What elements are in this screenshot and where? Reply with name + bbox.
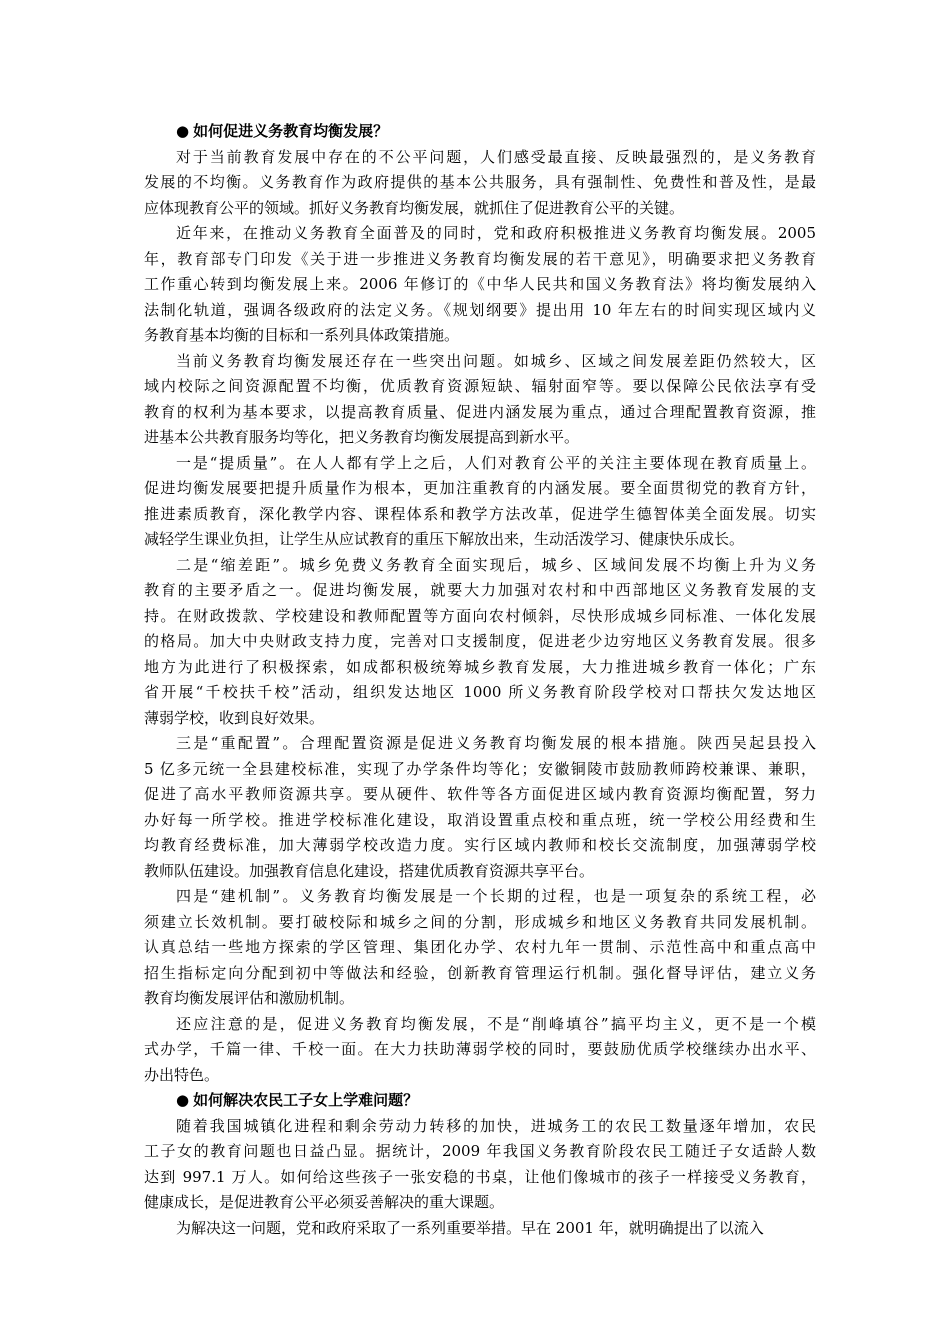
- text-line: 四是“建机制”。义务教育均衡发展是一个长期的过程，也是一项复杂的系统工程，必: [176, 887, 816, 905]
- text-line: 教师队伍建设。加强教育信息化建设，搭建优质教育资源共享平台。: [144, 861, 595, 880]
- text-line: 为解决这一问题，党和政府采取了一系列重要举措。早在 2001 年，就明确提出了以流入: [176, 1218, 764, 1237]
- text-line: 当前义务教育均衡发展还存在一些突出问题。如城乡、区域之间发展差距仍然较大，区: [176, 351, 816, 370]
- text-line: 随着我国城镇化进程和剩余劳动力转移的加快，进城务工的农民工数量逐年增加，农民: [176, 1116, 816, 1135]
- text-line: 促进了高水平教师资源共享。要从硬件、软件等各方面促进区域内教育资源均衡配置，努力: [144, 785, 816, 803]
- text-line: 近年来，在推动义务教育全面普及的同时，党和政府积极推进义务教育均衡发展。2005: [176, 224, 816, 242]
- text-line: 进基本公共教育服务均等化，把义务教育均衡发展提高到新水平。: [144, 428, 580, 446]
- paragraph: [144, 1216, 816, 1242]
- text-line: 认真总结一些地方探索的学区管理、集团化办学、农村九年一贯制、示范性高中和重点高中: [144, 938, 816, 956]
- paragraph: [144, 884, 816, 1012]
- section-heading-text: 如何解决农民工子女上学难问题？: [193, 1091, 419, 1109]
- text-line: 对于当前教育发展中存在的不公平问题，人们感受最直接、反映最强烈的，是义务教育: [176, 147, 816, 166]
- text-line: 年，教育部专门印发《关于进一步推进义务教育均衡发展的若干意见》，明确要求把义务教育: [144, 249, 816, 268]
- text-line: 教育的主要矛盾之一。促进均衡发展，就要大力加强对农村和中西部地区义务教育发展的支: [144, 581, 816, 599]
- text-line: 办出特色。: [144, 1065, 220, 1084]
- text-line: 地方为此进行了积极探索，如成都积极统筹城乡教育发展，大力推进城乡教育一体化；广东: [144, 657, 816, 676]
- text-line: 应体现教育公平的领域。抓好义务教育均衡发展，就抓住了促进教育公平的关键。: [144, 198, 685, 217]
- text-line: 减轻学生课业负担，让学生从应试教育的重压下解放出来，生动活泼学习、健康快乐成长。: [144, 530, 745, 548]
- paragraph: [144, 451, 816, 553]
- text-line: 推进素质教育，深化教学内容、课程体系和教学方法改革，促进学生德智体美全面发展。切实: [144, 504, 816, 523]
- text-line: 均教育经费标准，加大薄弱学校改造力度。实行区域内教师和校长交流制度，加强薄弱学校: [144, 836, 816, 854]
- text-line: 办好每一所学校。推进学校标准化建设，取消设置重点校和重点班，统一学校公用经费和生: [144, 810, 816, 829]
- text-line: 式办学，千篇一律、千校一面。在大力扶助薄弱学校的同时，要鼓励优质学校继续办出水平、: [144, 1040, 816, 1058]
- text-line: 达到 997.1 万人。如何给这些孩子一张安稳的书桌，让他们像城市的孩子一样接受义务教育，: [144, 1167, 816, 1186]
- text-line: 务教育基本均衡的目标和一系列具体政策措施。: [144, 326, 460, 344]
- paragraph: [144, 221, 816, 349]
- text-line: 健康成长，是促进教育公平必须妥善解决的重大课题。: [144, 1193, 505, 1211]
- text-line: 教育均衡发展评估和激励机制。: [144, 989, 355, 1007]
- paragraph: [144, 1012, 816, 1089]
- text-line: 域内校际之间资源配置不均衡，优质教育资源短缺、辐射面窄等。要以保障公民依法享有受: [144, 377, 816, 395]
- text-line: 还应注意的是，促进义务教育均衡发展，不是“削峰填谷”搞平均主义，更不是一个模: [176, 1014, 816, 1033]
- text-line: 工作重心转到均衡发展上来。2006 年修订的《中华人民共和国义务教育法》将均衡发展纳入: [144, 275, 816, 293]
- text-line: 法制化轨道，强调各级政府的法定义务。《规划纲要》提出用 10 年左右的时间实现区域内义: [144, 300, 816, 319]
- paragraph: [144, 145, 816, 222]
- text-line: 持。在财政拨款、学校建设和教师配置等方面向农村倾斜，尽快形成城乡同标准、一体化发展: [144, 606, 816, 625]
- text-line: 三是“重配置”。合理配置资源是促进义务教育均衡发展的根本措施。陕西吴起县投入: [176, 734, 816, 752]
- text-line: 二是“缩差距”。城乡免费义务教育全面实现后，城乡、区域间发展不均衡上升为义务: [176, 555, 816, 574]
- bullet-icon: ●: [176, 122, 190, 140]
- section-heading-text: 如何促进义务教育均衡发展？: [193, 122, 389, 140]
- paragraph: [144, 1114, 816, 1216]
- text-line: 发展的不均衡。义务教育作为政府提供的基本公共服务，具有强制性、免费性和普及性，是最: [144, 173, 816, 191]
- paragraph: [144, 553, 816, 732]
- document-page: [144, 119, 816, 1241]
- paragraph: [144, 731, 816, 884]
- section-heading: [144, 119, 816, 145]
- paragraph: [144, 349, 816, 451]
- text-line: 薄弱学校，收到良好效果。: [144, 708, 325, 727]
- text-line: 5 亿多元统一全县建校标准，实现了办学条件均等化；安徽铜陵市鼓励教师跨校兼课、兼职，: [144, 759, 816, 778]
- text-line: 工子女的教育问题也日益凸显。据统计，2009 年我国义务教育阶段农民工随迁子女适龄人数: [144, 1142, 816, 1160]
- section-heading: [144, 1088, 816, 1114]
- text-line: 的格局。加大中央财政支持力度，完善对口支援制度，促进老少边穷地区义务教育发展。很多: [144, 632, 816, 650]
- bullet-icon: ●: [176, 1091, 190, 1109]
- text-line: 促进均衡发展要把提升质量作为根本，更加注重教育的内涵发展。要全面贯彻党的教育方针，: [144, 479, 816, 497]
- text-line: 教育的权利为基本要求，以提高教育质量、促进内涵发展为重点，通过合理配置教育资源，推: [144, 402, 816, 421]
- text-line: 省开展“千校扶千校”活动，组织发达地区 1000 所义务教育阶段学校对口帮扶欠发达地区: [144, 683, 816, 701]
- text-line: 招生指标定向分配到初中等做法和经验，创新教育管理运行机制。强化督导评估，建立义务: [144, 963, 816, 982]
- text-line: 一是“提质量”。在人人都有学上之后，人们对教育公平的关注主要体现在教育质量上。: [176, 453, 816, 472]
- text-line: 须建立长效机制。要打破校际和城乡之间的分割，形成城乡和地区义务教育共同发展机制。: [144, 912, 816, 931]
